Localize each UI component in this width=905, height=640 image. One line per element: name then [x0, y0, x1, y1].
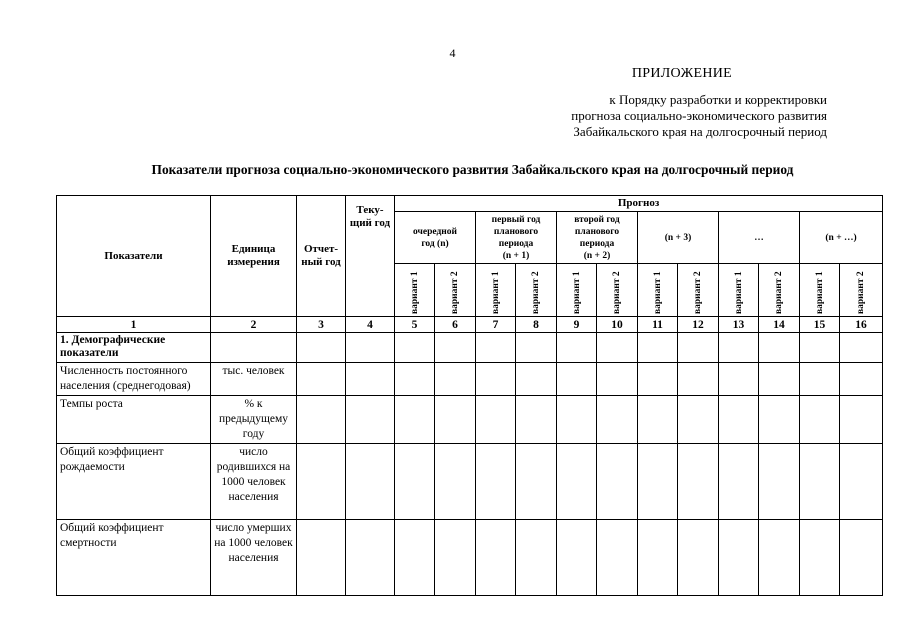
column-number: 1	[57, 317, 211, 333]
variant-label: вариант 2	[774, 271, 784, 314]
variant-label: вариант 2	[531, 271, 541, 314]
header-period-n2	[557, 212, 638, 264]
indicator-name: Численность постоянного населения (среднегодовая)	[57, 363, 211, 396]
empty-cell	[840, 520, 883, 596]
empty-cell	[435, 333, 476, 363]
empty-cell	[435, 520, 476, 596]
indicator-unit: число родившихся на 1000 человек населения	[211, 444, 297, 520]
empty-cell	[638, 444, 678, 520]
variant-label: вариант 1	[490, 271, 501, 314]
variant-label: вариант 1	[652, 271, 663, 314]
variant-header	[840, 264, 883, 317]
column-number: 7	[476, 317, 516, 333]
indicator-unit: % к предыдущему году	[211, 396, 297, 444]
section-title-demographic: 1. Демографические показатели	[57, 333, 211, 363]
period-text: периода	[498, 238, 534, 249]
header-unit: Единица измерения	[211, 196, 297, 317]
empty-cell	[557, 520, 597, 596]
header-indicators: Показатели	[57, 196, 211, 317]
empty-cell	[395, 444, 435, 520]
empty-cell	[719, 444, 759, 520]
empty-cell	[476, 396, 516, 444]
empty-cell	[516, 520, 557, 596]
empty-cell	[759, 520, 800, 596]
empty-cell	[719, 363, 759, 396]
variant-header	[516, 264, 557, 317]
table-row	[57, 363, 883, 396]
indicator-name: Общий коэффициент рождаемости	[57, 444, 211, 520]
variant-label: вариант 1	[814, 271, 825, 314]
empty-cell	[395, 396, 435, 444]
empty-cell	[435, 396, 476, 444]
indicator-unit: тыс. человек	[211, 363, 297, 396]
header-period-n1	[476, 212, 557, 264]
header-report-year: Отчет-ный год	[297, 196, 346, 317]
variant-header	[719, 264, 759, 317]
empty-cell	[800, 444, 840, 520]
empty-cell	[557, 396, 597, 444]
column-number: 4	[346, 317, 395, 333]
column-number: 5	[395, 317, 435, 333]
empty-cell	[638, 333, 678, 363]
empty-cell	[297, 363, 346, 396]
empty-cell	[211, 333, 297, 363]
period-text: (n + 1)	[502, 250, 530, 261]
column-number: 8	[516, 317, 557, 333]
empty-cell	[719, 520, 759, 596]
variant-label: вариант 1	[571, 271, 582, 314]
variant-label: вариант 1	[409, 271, 420, 314]
period-text: планового	[493, 226, 539, 237]
appendix-line-1: к Порядку разработки и корректировки	[609, 92, 827, 107]
empty-cell	[759, 396, 800, 444]
empty-cell	[297, 396, 346, 444]
variant-header	[800, 264, 840, 317]
empty-cell	[476, 363, 516, 396]
empty-cell	[597, 444, 638, 520]
empty-cell	[346, 444, 395, 520]
variant-header	[395, 264, 435, 317]
column-number: 9	[557, 317, 597, 333]
empty-cell	[516, 333, 557, 363]
empty-cell	[840, 396, 883, 444]
appendix-line-3: Забайкальского края на долгосрочный период	[573, 124, 827, 139]
column-number: 2	[211, 317, 297, 333]
empty-cell	[719, 333, 759, 363]
empty-cell	[719, 396, 759, 444]
empty-cell	[557, 333, 597, 363]
empty-cell	[297, 333, 346, 363]
page-number: 4	[449, 46, 456, 60]
header-current-year: Теку-щий год	[346, 196, 395, 317]
column-number: 3	[297, 317, 346, 333]
empty-cell	[678, 444, 719, 520]
column-number: 11	[638, 317, 678, 333]
empty-cell	[476, 444, 516, 520]
variant-header	[759, 264, 800, 317]
period-text: год (n)	[421, 238, 449, 249]
empty-cell	[800, 520, 840, 596]
period-text: второй год	[574, 214, 620, 225]
variant-header	[638, 264, 678, 317]
variant-header	[476, 264, 516, 317]
empty-cell	[557, 444, 597, 520]
empty-cell	[297, 520, 346, 596]
empty-cell	[395, 363, 435, 396]
empty-cell	[297, 444, 346, 520]
indicator-name: Общий коэффициент смертности	[57, 520, 211, 596]
empty-cell	[597, 363, 638, 396]
empty-cell	[395, 333, 435, 363]
variant-header	[597, 264, 638, 317]
period-text: очередной	[413, 226, 457, 237]
variant-header	[435, 264, 476, 317]
empty-cell	[759, 444, 800, 520]
table-row	[57, 396, 883, 444]
header-forecast: Прогноз	[395, 196, 883, 212]
empty-cell	[476, 520, 516, 596]
empty-cell	[800, 333, 840, 363]
column-number: 15	[800, 317, 840, 333]
empty-cell	[759, 333, 800, 363]
column-number: 12	[678, 317, 719, 333]
table-row	[57, 333, 883, 363]
empty-cell	[346, 396, 395, 444]
header-period-n-more: (n + …)	[800, 212, 883, 264]
empty-cell	[800, 363, 840, 396]
empty-cell	[678, 363, 719, 396]
period-text: (n + 2)	[583, 250, 611, 261]
variant-header	[678, 264, 719, 317]
empty-cell	[557, 363, 597, 396]
document-title: Показатели прогноза социально-экономического развития Забайкальского края на долгосрочный период	[151, 162, 794, 177]
empty-cell	[516, 444, 557, 520]
empty-cell	[638, 363, 678, 396]
header-period-ellipsis: …	[719, 212, 800, 264]
table-row	[57, 444, 883, 520]
appendix-heading: ПРИЛОЖЕНИЕ	[631, 66, 732, 81]
period-text: первый год	[491, 214, 541, 225]
period-text: планового	[574, 226, 620, 237]
empty-cell	[638, 396, 678, 444]
column-number: 6	[435, 317, 476, 333]
empty-cell	[597, 396, 638, 444]
column-number: 13	[719, 317, 759, 333]
variant-label: вариант 2	[612, 271, 622, 314]
column-number: 10	[597, 317, 638, 333]
indicator-unit: число умерших на 1000 человек населения	[211, 520, 297, 596]
table-row	[57, 520, 883, 596]
variant-label: вариант 2	[693, 271, 703, 314]
indicators-table	[56, 195, 883, 596]
period-text: периода	[579, 238, 615, 249]
empty-cell	[346, 333, 395, 363]
variant-label: вариант 1	[733, 271, 744, 314]
appendix-block	[571, 66, 827, 140]
empty-cell	[516, 363, 557, 396]
empty-cell	[678, 333, 719, 363]
appendix-line-2: прогноза социально-экономического развития	[571, 108, 827, 123]
empty-cell	[597, 520, 638, 596]
empty-cell	[678, 396, 719, 444]
variant-label: вариант 2	[856, 271, 867, 314]
header-period-n3: (n + 3)	[638, 212, 719, 264]
indicator-name: Темпы роста	[57, 396, 211, 444]
empty-cell	[346, 363, 395, 396]
variant-label: вариант 2	[450, 271, 460, 314]
header-period-n	[395, 212, 476, 264]
empty-cell	[800, 396, 840, 444]
empty-cell	[435, 363, 476, 396]
empty-cell	[597, 333, 638, 363]
empty-cell	[395, 520, 435, 596]
empty-cell	[840, 444, 883, 520]
empty-cell	[840, 363, 883, 396]
empty-cell	[840, 333, 883, 363]
empty-cell	[759, 363, 800, 396]
empty-cell	[638, 520, 678, 596]
column-number-row	[57, 317, 883, 333]
empty-cell	[476, 333, 516, 363]
column-number: 16	[840, 317, 883, 333]
column-number: 14	[759, 317, 800, 333]
empty-cell	[435, 444, 476, 520]
empty-cell	[346, 520, 395, 596]
empty-cell	[516, 396, 557, 444]
empty-cell	[678, 520, 719, 596]
variant-header	[557, 264, 597, 317]
